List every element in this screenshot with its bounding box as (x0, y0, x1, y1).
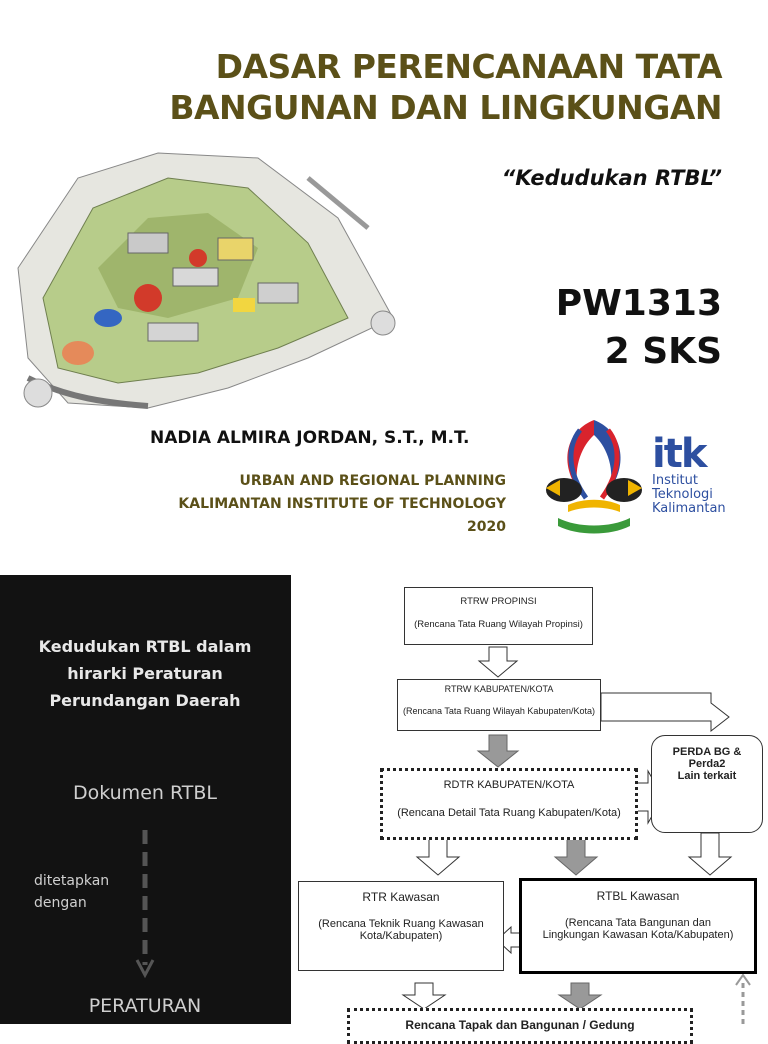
section-heading (20, 633, 270, 714)
course-info (556, 280, 722, 376)
rtrw-propinsi-box (404, 587, 593, 645)
rencana-tapak-box (347, 1008, 693, 1044)
department: URBAN AND REGIONAL PLANNING (239, 473, 506, 489)
heading-line-1: Kedudukan RTBL dalam (38, 637, 252, 656)
title-line-1: DASAR PERENCANAAN TATA (215, 47, 722, 86)
title-line-2: BANGUNAN DAN LINGKUNGAN (169, 88, 722, 127)
rtbl-title: RTBL Kawasan (596, 889, 680, 903)
course-credits: 2 SKS (604, 331, 722, 372)
hierarchy-slide (0, 575, 768, 1032)
rtbl-desc-line-2: Lingkungan Kawasan Kota/Kabupaten) (542, 929, 734, 941)
page-title (82, 46, 722, 128)
course-code: PW1313 (555, 283, 722, 324)
author-name: NADIA ALMIRA JORDAN, S.T., M.T. (150, 428, 470, 448)
rencana-tapak-title: Rencana Tapak dan Bangunan / Gedung (405, 1018, 635, 1032)
perda-line-1: PERDA BG & (672, 746, 742, 758)
rtrw-kabupaten-desc: (Rencana Tata Ruang Wilayah Kabupaten/Kota) (403, 706, 595, 716)
hierarchy-diagram (291, 575, 768, 1032)
rtr-desc-line-1: (Rencana Teknik Ruang Kawasan (318, 918, 484, 930)
rtr-desc-line-2: Kota/Kabupaten) (359, 930, 443, 942)
ditetapkan-line-2: dengan (34, 895, 87, 911)
rdtr-box (380, 768, 638, 840)
heading-line-2: hirarki Peraturan (67, 664, 223, 683)
itk-line-2: Teknologi (652, 487, 713, 502)
dashed-down-arrow-icon (137, 830, 153, 980)
ditetapkan-line-1: ditetapkan (34, 873, 110, 889)
rtr-title: RTR Kawasan (362, 890, 440, 904)
itk-emblem-logo (538, 410, 650, 540)
rtrw-kabupaten-title: RTRW KABUPATEN/KOTA (444, 684, 554, 694)
itk-line-1: Institut (652, 473, 698, 488)
rtrw-propinsi-desc: (Rencana Tata Ruang Wilayah Propinsi) (414, 619, 583, 630)
rtrw-propinsi-title: RTRW PROPINSI (460, 596, 537, 607)
institution-block (178, 470, 506, 539)
itk-line-3: Kalimantan (652, 501, 726, 516)
perda-line-2: Perda2 (688, 758, 726, 770)
rtrw-kabupaten-box (397, 679, 601, 731)
subtitle: “Kedudukan RTBL” (501, 166, 722, 190)
rtbl-desc-line-1: (Rencana Tata Bangunan dan (565, 917, 711, 929)
rdtr-title: RDTR KABUPATEN/KOTA (443, 779, 575, 791)
peraturan-label: PERATURAN (88, 995, 202, 1017)
year: 2020 (467, 519, 506, 535)
itk-brand: itk (652, 431, 706, 477)
itk-wordmark-logo (652, 431, 752, 534)
rtbl-kawasan-box (519, 878, 757, 974)
rdtr-desc: (Rencana Detail Tata Ruang Kabupaten/Kota) (397, 807, 621, 819)
institute-name: KALIMANTAN INSTITUTE OF TECHNOLOGY (178, 496, 506, 512)
heading-line-3: Perundangan Daerah (49, 691, 241, 710)
ditetapkan-label (34, 870, 109, 914)
perda-box (651, 735, 763, 833)
site-plan-illustration (8, 148, 400, 418)
rtr-kawasan-box (298, 881, 504, 971)
dokumen-label: Dokumen RTBL (72, 782, 218, 804)
perda-line-3: Lain terkait (677, 770, 737, 782)
